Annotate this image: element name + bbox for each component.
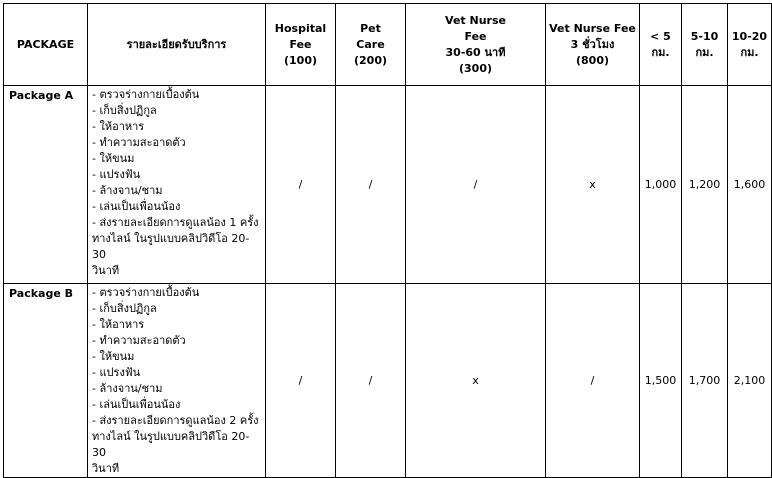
- header-package: PACKAGE: [4, 4, 88, 86]
- service-detail-item: ทางไลน์ ในรูปแบบคลิปวิดีโอ 20-30: [92, 430, 250, 459]
- header-pet-care: Pet Care (200): [336, 4, 406, 86]
- vet-nurse-30-60-mark: /: [406, 86, 546, 284]
- price-lt5: 1,000: [640, 86, 682, 284]
- header-hospital-fee: Hospital Fee (100): [266, 4, 336, 86]
- table-row-package-b: [4, 284, 772, 478]
- service-detail-item: - ให้อาหาร: [92, 318, 145, 331]
- service-detail-item: วินาที: [92, 462, 120, 475]
- service-detail-item: ทางไลน์ ในรูปแบบคลิปวิดีโอ 20-30: [92, 232, 250, 261]
- service-detail-item: - ตรวจร่างกายเบื้องต้น: [92, 286, 200, 299]
- service-detail-item: - แปรงฟัน: [92, 168, 141, 181]
- vet-nurse-3h-mark: /: [546, 284, 640, 478]
- pet-care-mark: /: [336, 86, 406, 284]
- header-distance-lt5: < 5 กม.: [640, 4, 682, 86]
- price-10-20: 2,100: [728, 284, 772, 478]
- service-detail-item: - ทำความสะอาดตัว: [92, 334, 186, 347]
- service-detail-item: - ล้างจาน/ชาม: [92, 382, 163, 395]
- service-detail-item: - ให้ขนม: [92, 152, 135, 165]
- table-row-package-a: [4, 86, 772, 284]
- price-5-10: 1,200: [682, 86, 728, 284]
- hospital-fee-mark: /: [266, 86, 336, 284]
- service-detail-item: - ให้ขนม: [92, 350, 135, 363]
- vet-nurse-3h-mark: x: [546, 86, 640, 284]
- service-detail-item: - เล่นเป็นเพื่อนน้อง: [92, 398, 181, 411]
- header-distance-5-10: 5-10 กม.: [682, 4, 728, 86]
- service-detail-item: - ให้อาหาร: [92, 120, 145, 133]
- service-detail-item: - เก็บสิ่งปฏิกูล: [92, 104, 157, 117]
- service-detail-item: - ทำความสะอาดตัว: [92, 136, 186, 149]
- price-5-10: 1,700: [682, 284, 728, 478]
- service-detail-item: วินาที: [92, 264, 120, 277]
- header-row: [4, 4, 772, 86]
- price-lt5: 1,500: [640, 284, 682, 478]
- service-details-list: [88, 284, 266, 478]
- service-detail-item: - ส่งรายละเอียดการดูแลน้อง 2 ครั้ง: [92, 414, 259, 427]
- service-detail-item: - ตรวจร่างกายเบื้องต้น: [92, 88, 200, 101]
- package-pricing-table: [3, 3, 772, 478]
- service-details-list: [88, 86, 266, 284]
- package-name: Package B: [4, 284, 88, 478]
- pet-care-mark: /: [336, 284, 406, 478]
- vet-nurse-30-60-mark: x: [406, 284, 546, 478]
- service-detail-item: - ส่งรายละเอียดการดูแลน้อง 1 ครั้ง: [92, 216, 259, 229]
- service-detail-item: - ล้างจาน/ชาม: [92, 184, 163, 197]
- service-detail-item: - เก็บสิ่งปฏิกูล: [92, 302, 157, 315]
- hospital-fee-mark: /: [266, 284, 336, 478]
- header-service-details: รายละเอียดรับบริการ: [88, 4, 266, 86]
- header-distance-10-20: 10-20 กม.: [728, 4, 772, 86]
- service-detail-item: - แปรงฟัน: [92, 366, 141, 379]
- package-name: Package A: [4, 86, 88, 284]
- service-detail-item: - เล่นเป็นเพื่อนน้อง: [92, 200, 181, 213]
- header-vet-nurse-fee-30-60: Vet Nurse Fee 30-60 นาที (300): [406, 4, 546, 86]
- price-10-20: 1,600: [728, 86, 772, 284]
- header-vet-nurse-fee-3h: Vet Nurse Fee 3 ชั่วโมง (800): [546, 4, 640, 86]
